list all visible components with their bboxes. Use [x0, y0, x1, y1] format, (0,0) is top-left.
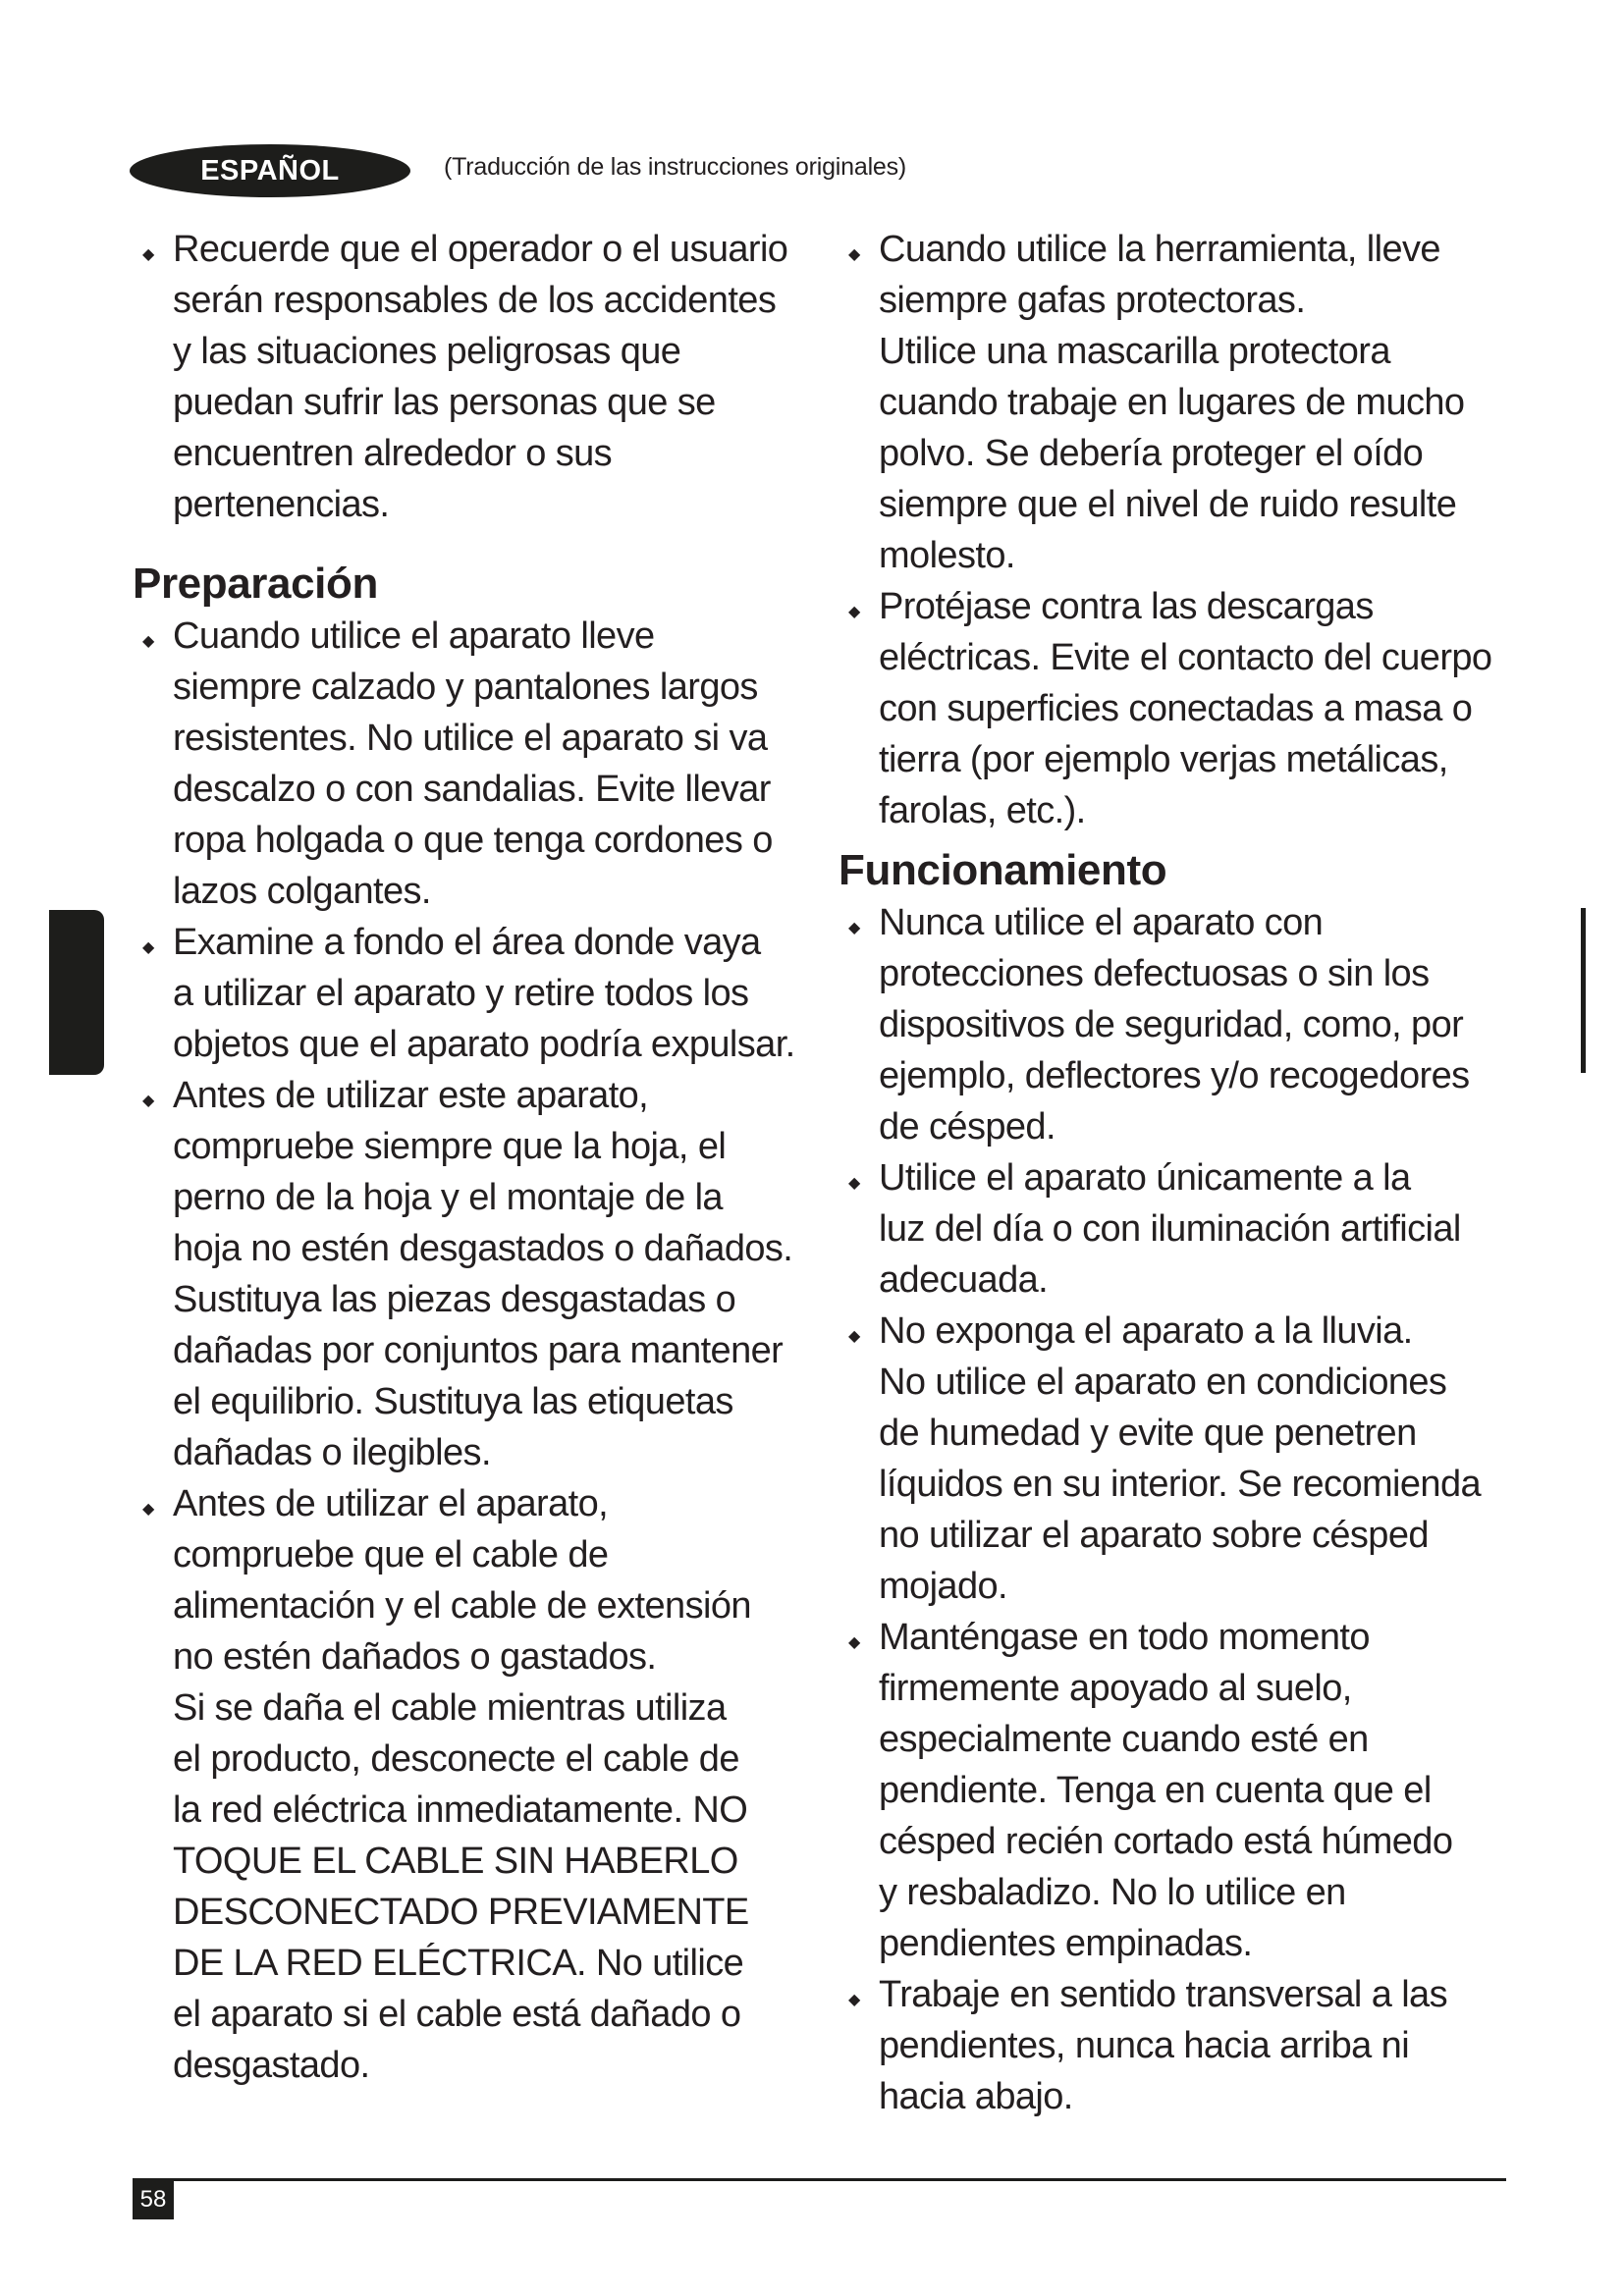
list-item: [839, 224, 1506, 581]
list-item: [839, 1152, 1506, 1306]
page-number: 58: [133, 2180, 174, 2219]
list-item-text: Recuerde que el operador o el usuario serán responsables de los accidentes y las situaciones peligrosas que puedan sufrir las personas que se encuentren alrededor o sus pertenencias.: [173, 229, 788, 525]
list-item-text: Manténgase en todo momento firmemente apoyado al suelo, especialmente cuando esté en pendiente. Tenga en cuenta que el césped recién cortado está húmedo y resbaladizo. No lo utilice en pendientes empinadas.: [879, 1617, 1453, 1964]
list-item-text: Nunca utilice el aparato con protecciones defectuosas o sin los dispositivos de seguridad, como, por ejemplo, deflectores y/o recogedores de césped.: [879, 902, 1470, 1148]
list-item-text: Cuando utilice el aparato lleve siempre calzado y pantalones largos resistentes. No utilice el aparato si va descalzo o con sandalias. Evite llevar ropa holgada o que tenga cordones o lazos colgantes.: [173, 615, 773, 912]
list-item: [839, 1306, 1506, 1612]
section-heading-funcionamiento: Funcionamiento: [839, 846, 1167, 894]
section-tab-marker: [49, 910, 104, 1075]
list-item-text: Antes de utilizar este aparato, compruebe siempre que la hoja, el perno de la hoja y el montaje de la hoja no estén desgastados o dañados. Sustituya las piezas desgastadas o dañadas por conjuntos para mantener el equilibrio. Sustituya las etiquetas dañadas o ilegibles.: [173, 1075, 793, 1473]
list-item: [133, 611, 810, 917]
list-item-text: No exponga el aparato a la lluvia. No utilice el aparato en condiciones de humedad y evite que penetren líquidos en su interior. Se recomienda no utilizar el aparato sobre césped mojado.: [879, 1310, 1482, 1607]
diamond-bullet-icon: ◆: [848, 1992, 860, 2008]
translation-note: (Traducción de las instrucciones originales): [444, 153, 907, 181]
left-column: [133, 224, 810, 2091]
list-item: [839, 581, 1506, 836]
diamond-bullet-icon: ◆: [848, 1634, 860, 1651]
list-item-text: Antes de utilizar el aparato, compruebe que el cable de alimentación y el cable de extensión no estén dañados o gastados. Si se daña el cable mientras utiliza el producto, desconecte el cable de la red eléctrica inmediatamente. NO TOQUE EL CABLE SIN HABERLO DESCONECTADO PREVIAMENTE DE LA RED ELÉCTRICA. No utilice el aparato si el cable está dañado o desgastado.: [173, 1483, 751, 2086]
list-item: [839, 1969, 1506, 2122]
footer-divider: [133, 2178, 1506, 2181]
diamond-bullet-icon: ◆: [142, 1501, 154, 1518]
diamond-bullet-icon: ◆: [142, 246, 154, 263]
list-item-text: Trabaje en sentido transversal a las pendientes, nunca hacia arriba ni hacia abajo.: [879, 1974, 1447, 2117]
diamond-bullet-icon: ◆: [848, 604, 860, 620]
list-item-text: Cuando utilice la herramienta, lleve siempre gafas protectoras. Utilice una mascarilla protectora cuando trabaje en lugares de mucho polvo. Se debería proteger el oído siempre que el nivel de ruido resulte molesto.: [879, 229, 1465, 576]
section-heading-preparacion: Preparación: [133, 560, 378, 608]
diamond-bullet-icon: ◆: [142, 939, 154, 956]
list-item-text: Examine a fondo el área donde vaya a utilizar el aparato y retire todos los objetos que el aparato podría expulsar.: [173, 922, 795, 1065]
list-item-text: Utilice el aparato únicamente a la luz del día o con iluminación artificial adecuada.: [879, 1157, 1461, 1301]
right-column: [839, 224, 1506, 2122]
diamond-bullet-icon: ◆: [848, 920, 860, 936]
list-item: [839, 1612, 1506, 1969]
list-item: [133, 917, 810, 1070]
margin-marker: [1581, 908, 1586, 1073]
diamond-bullet-icon: ◆: [848, 1175, 860, 1192]
language-badge: ESPAÑOL: [130, 144, 410, 197]
list-item: [839, 897, 1506, 1152]
list-item: [133, 1070, 810, 1478]
list-item-text: Protéjase contra las descargas eléctricas. Evite el contacto del cuerpo con superficies conectadas a masa o tierra (por ejemplo verjas metálicas, farolas, etc.).: [879, 586, 1492, 831]
list-item: [133, 224, 810, 530]
list-item: [133, 1478, 810, 2091]
diamond-bullet-icon: ◆: [848, 1328, 860, 1345]
diamond-bullet-icon: ◆: [142, 1093, 154, 1109]
diamond-bullet-icon: ◆: [848, 246, 860, 263]
diamond-bullet-icon: ◆: [142, 633, 154, 650]
